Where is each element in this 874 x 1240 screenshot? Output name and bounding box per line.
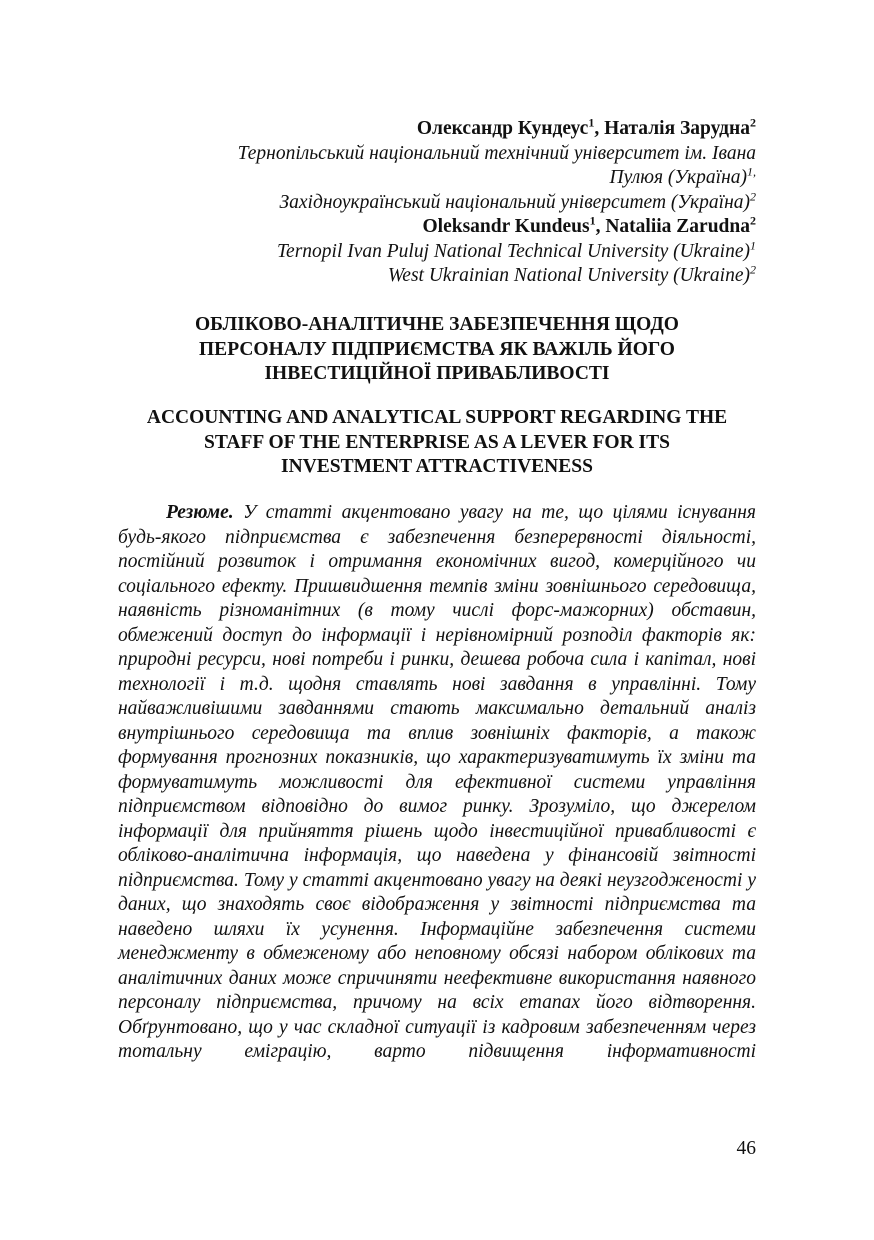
abstract-text: У статті акцентовано увагу на те, що цілями існування будь-якого підприємства є забезпечення безперервності діяльності, постійний розвиток і отримання економічних вигод, комерційного чи соціального ефекту. Пришвидшення темпів зміни зовнішнього середовища, наявність різноманітних (в тому числі форс-мажорних) обставин, обмежений доступ до інформації і нерівномірний розподіл факторів як: природні ресурси, нові потреби і ринки, дешева робоча сила і капітал, нові технології і т.д. щодня ставлять нові завдання в управлінні. Тому найважливішими завданнями стають максимально детальний аналіз внутрішнього середовища та вплив зовнішніх факторів, а також формування прогнозних показників, що характеризуватимуть їх зміни та формуватимуть можливості для ефективної системи управління підприємством відповідно до вимог ринку. Зрозуміло, що джерелом інформації для прийняття рішень щодо інвестиційної привабливості є обліково-аналітична інформація, що наведена у фінансовій звітності підприємства. Тому у статті акцентовано увагу на деякі неузгодженості у даних, що знаходять своє відображення у звітності підприємства та наведено шляхи їх усунення. Інформаційне забезпечення системи менеджменту в обмеженому або неповному обсязі набором облікових та аналітичних даних може спричиняти неефективне використання наявного персоналу підприємства, причому на всіх етапах його відтворення. Обґрунтовано, що у час складної ситуації із кадровим забезпеченням через тотальну еміграцію, варто підвищення інформативності [118, 502, 756, 1062]
author-1-affiliation-mark-en: 1 [589, 213, 596, 228]
abstract-label: Резюме. [166, 502, 234, 523]
affiliation-1-en-text: Ternopil Ivan Puluj National Technical University (Ukraine) [276, 240, 750, 262]
affiliation-2-en [118, 264, 756, 289]
author-2-name-en: Nataliia Zarudna [605, 216, 750, 237]
paper-title-en-line: STAFF OF THE ENTERPRISE AS A LEVER FOR ITS [204, 431, 670, 453]
paper-title-en-line: ACCOUNTING AND ANALYTICAL SUPPORT REGARDING THE [146, 407, 728, 428]
affiliation-1-uk-line-1: Тернопільський національний технічний університет ім. Івана [237, 142, 756, 164]
affiliation-2-en-mark: 2 [750, 262, 756, 277]
paper-title-uk-line: ОБЛІКОВО-АНАЛІТИЧНЕ ЗАБЕЗПЕЧЕННЯ ЩОДО [195, 314, 679, 335]
affiliation-1-uk-text: Пулюя (Україна) [609, 167, 747, 188]
paper-title-uk-line: ІНВЕСТИЦІЙНОЇ ПРИВАБЛИВОСТІ [264, 363, 610, 384]
affiliation-1-uk-line-2 [118, 166, 756, 191]
author-separator: , [594, 118, 605, 139]
author-1-name-en: Oleksandr Kundeus [422, 216, 590, 237]
affiliation-1-uk-mark: 1, [747, 164, 756, 179]
affiliation-1-en [118, 240, 756, 265]
affiliation-2-uk [118, 191, 756, 216]
page-number: 46 [736, 1138, 756, 1159]
author-1-name-uk: Олександр Кундеус [416, 118, 589, 139]
affiliation-1-en-mark: 1 [750, 238, 756, 252]
affiliation-2-uk-text: Західноукраїнський національний університет (Україна) [279, 191, 750, 213]
author-2-name-uk: Наталія Зарудна [604, 118, 750, 139]
authors-block [118, 117, 756, 289]
author-1-affiliation-mark: 1 [588, 115, 595, 130]
author-2-affiliation-mark-en: 2 [750, 213, 756, 228]
author-2-affiliation-mark: 2 [750, 115, 756, 130]
abstract-paragraph [118, 501, 756, 1065]
affiliation-2-uk-mark: 2 [750, 189, 756, 203]
paper-title-en [118, 406, 756, 480]
paper-title-uk-line: ПЕРСОНАЛУ ПІДПРИЄМСТВА ЯК ВАЖІЛЬ ЙОГО [199, 338, 675, 360]
author-separator-en: , [595, 216, 606, 237]
authors-uk [118, 117, 756, 142]
affiliation-2-en-text: West Ukrainian National University (Ukraine) [387, 265, 750, 286]
authors-en [118, 215, 756, 240]
paper-title-en-line: INVESTMENT ATTRACTIVENESS [281, 456, 593, 477]
paper-title-uk [118, 313, 756, 387]
